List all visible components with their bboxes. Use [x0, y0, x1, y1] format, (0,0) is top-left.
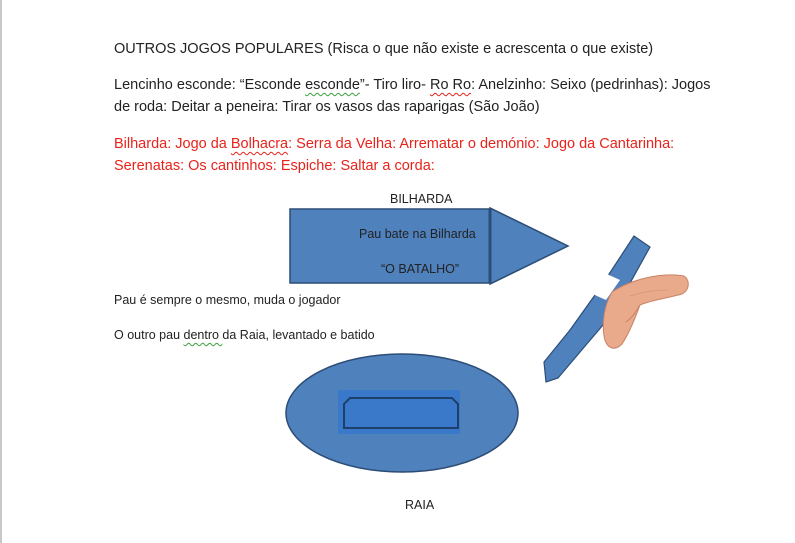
para1-text-a: Lencinho esconde: “Esconde — [114, 77, 306, 93]
para1-text-b: esconde — [305, 77, 360, 93]
note-1: Pau é sempre o mesmo, muda o jogador — [114, 293, 341, 307]
arrow-text-2: “O BATALHO” — [381, 262, 460, 276]
arrow-text-1: Pau bate na Bilharda — [359, 227, 476, 241]
raia-label: RAIA — [405, 498, 435, 512]
para2-text-c: : Serra da Velha: Arrematar o demónio: Jogo da Cantarinha: — [288, 136, 675, 152]
note-2-b: dentro — [183, 328, 223, 342]
para1-text-d: Ro Ro — [429, 77, 472, 93]
para1-line2: de roda: Deitar a peneira: Tirar os vasos das raparigas (São João) — [114, 99, 540, 115]
para2-text-a: Bilharda: Jogo da — [114, 136, 231, 152]
para2-text-b: Bolhacra — [230, 136, 289, 152]
bilharda-label: BILHARDA — [390, 192, 453, 206]
inner-snip-shape — [344, 398, 458, 428]
note-2-a: O outro pau — [114, 328, 184, 342]
para1-text-c: ”- Tiro liro- — [359, 77, 430, 93]
para1-text-e: : Anelzinho: Seixo (pedrinhas): Jogos — [471, 77, 711, 93]
para2-line2: Serenatas: Os cantinhos: Espiche: Saltar a corda: — [114, 158, 435, 174]
heading: OUTROS JOGOS POPULARES (Risca o que não existe e acrescenta o que existe) — [114, 41, 654, 57]
note-2-c: da Raia, levantado e batido — [222, 328, 375, 342]
note-2 — [114, 328, 375, 342]
